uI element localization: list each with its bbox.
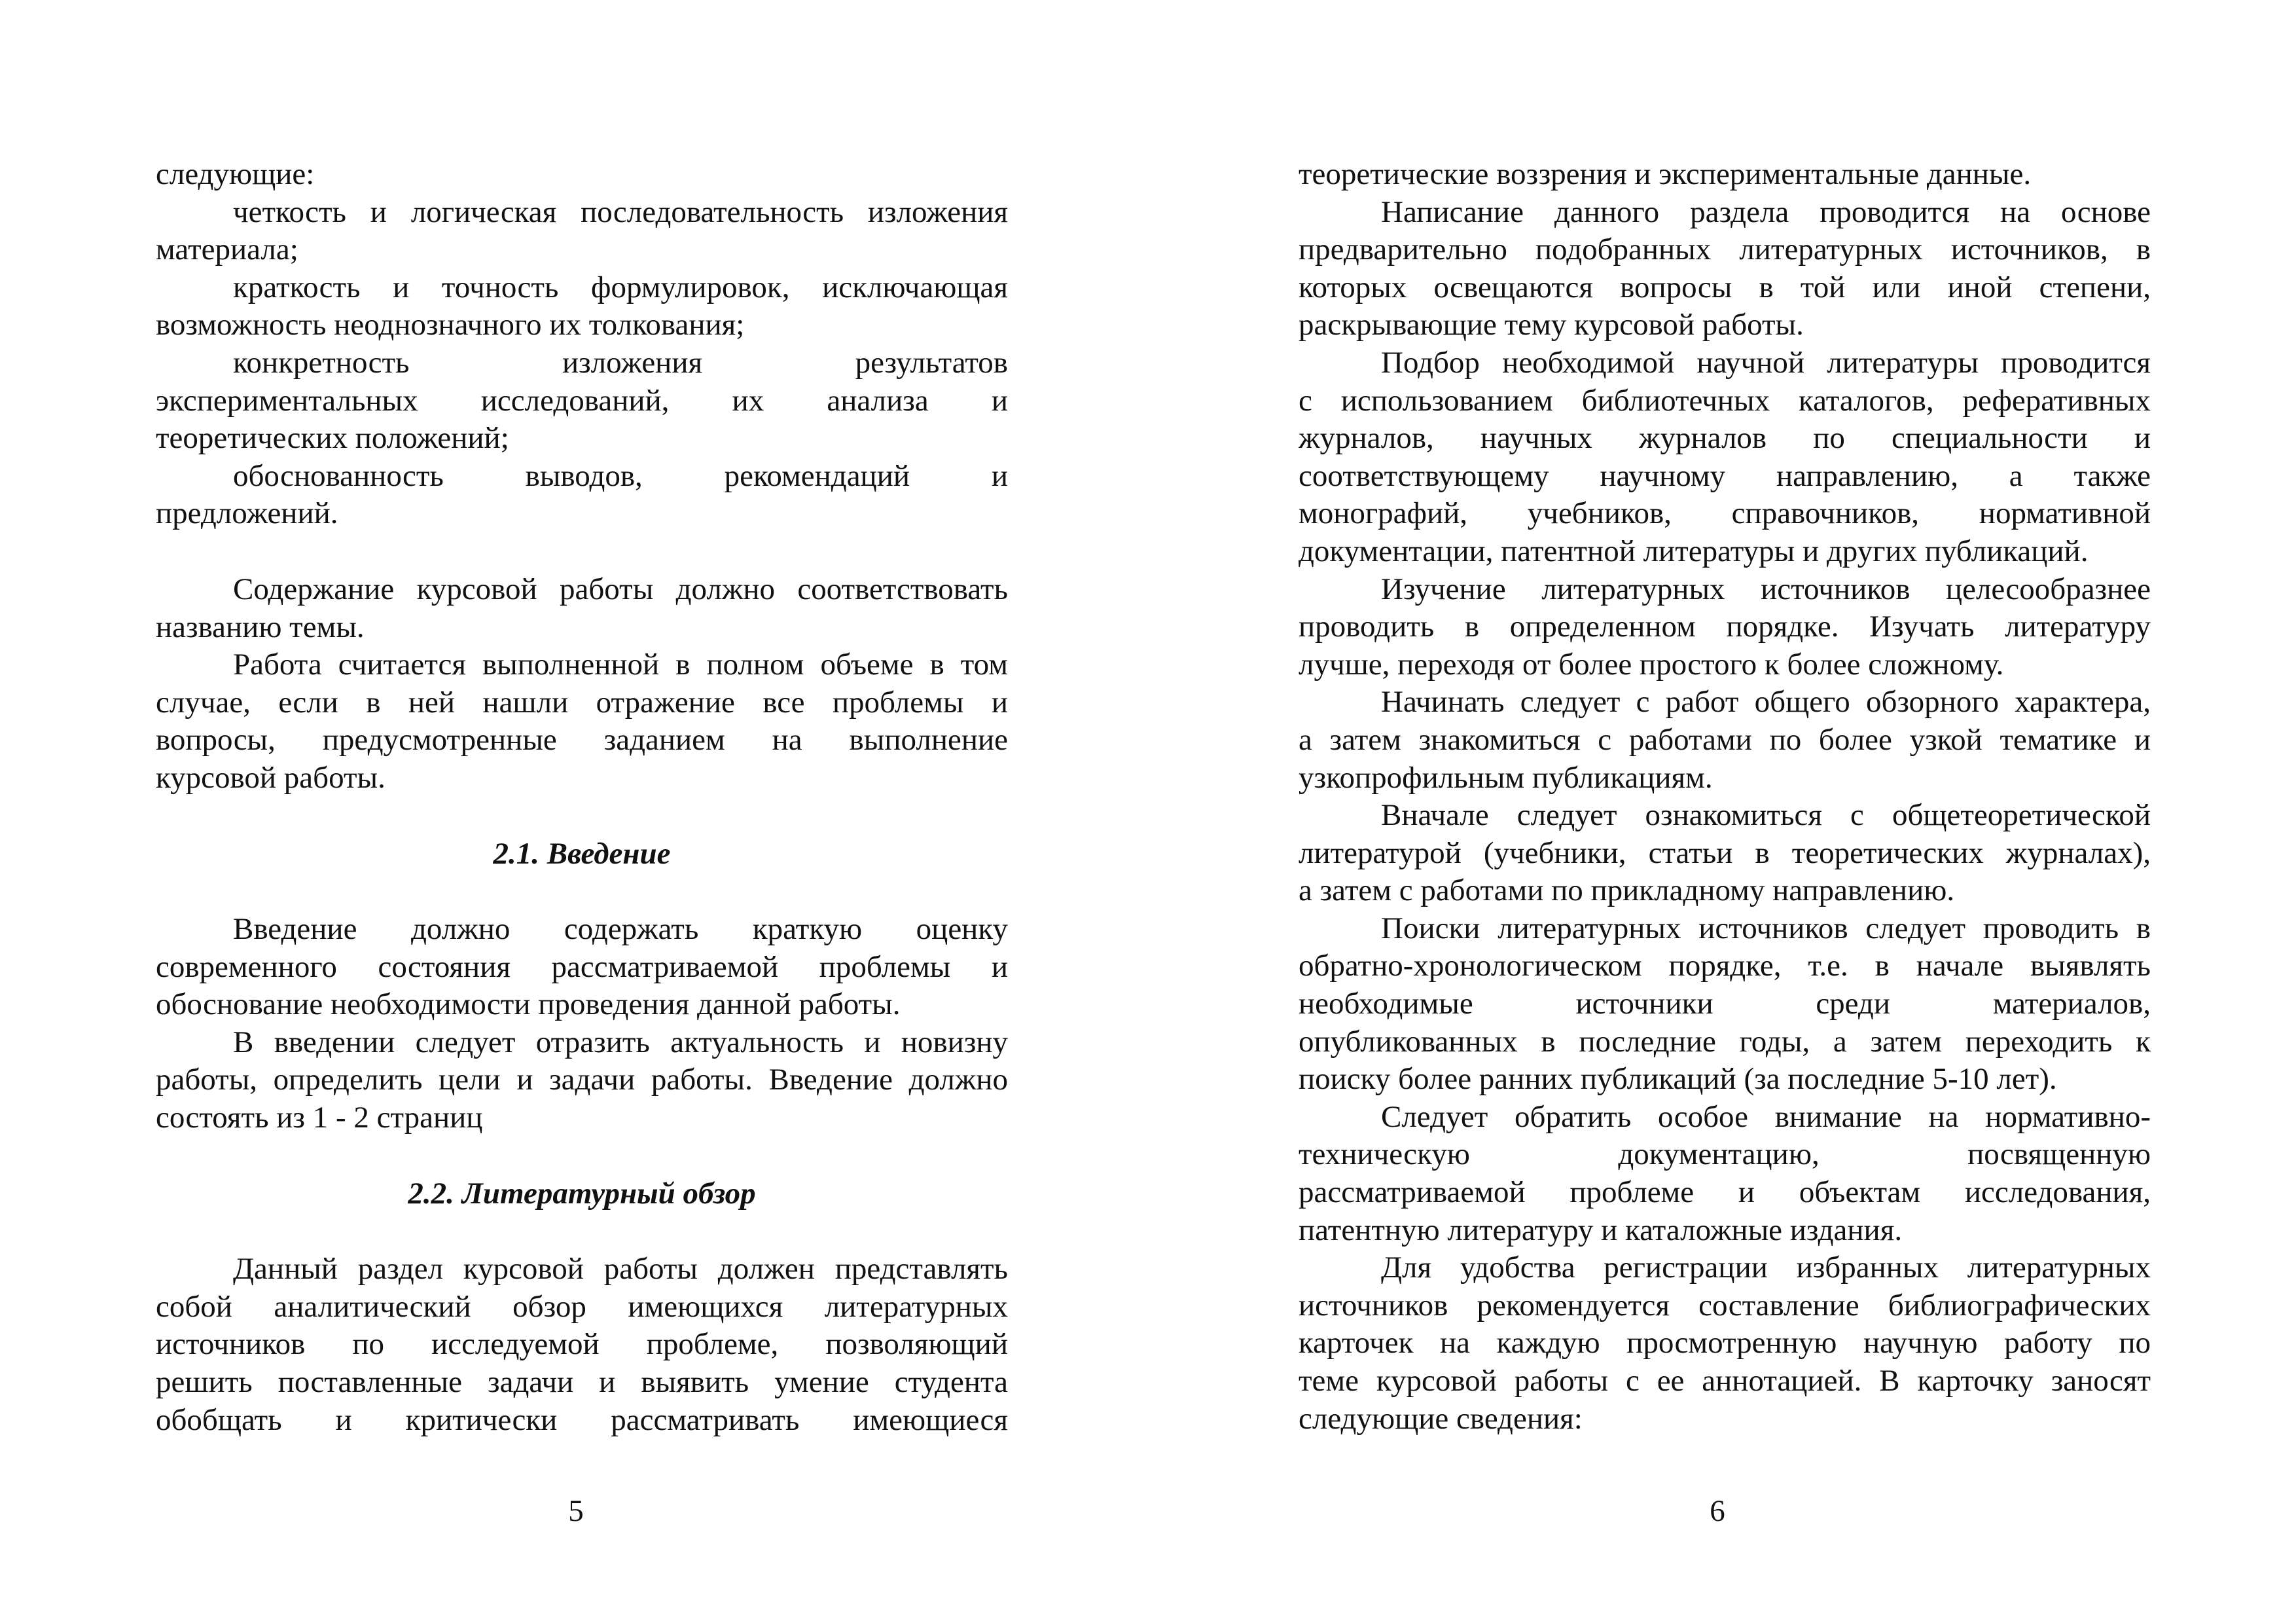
right-page [1148,0,2296,1623]
page-number: 5 [568,1494,584,1528]
paragraph-line: Данный раздел курсовой работы должен представлять [233,1252,1008,1286]
paragraph-gap [156,873,1008,911]
paragraph-line: Подбор необходимой научной литературы проводится [1381,345,2151,380]
text-line: работы, определить цели и задачи работы. Введение должно [156,1063,1008,1097]
text-line: проводить в определенном порядке. Изучать литературу [1299,610,2151,644]
section-heading-intro: 2.1. Введение [493,836,671,871]
text-line: техническую документацию, посвященную [1299,1137,2151,1172]
text-line: курсовой работы. [156,760,386,795]
text-line: состоять из 1 - 2 страниц [156,1101,483,1135]
text-line: теоретические воззрения и экспериментальные данные. [1299,157,2032,191]
text-line: обобщать и критически рассматривать имеющиеся [156,1402,1008,1437]
paragraph-line: Для удобства регистрации избранных литературных [1381,1250,2151,1285]
paragraph-line: Введение должно содержать краткую оценку [233,912,1008,947]
text-line: журналов, научных журналов по специальности и [1299,421,2151,456]
paragraph-line: В введении следует отразить актуальность и новизну [233,1025,1008,1059]
text-line: поиску более ранних публикаций (за последние 5-10 лет). [1299,1062,2057,1097]
left-page-text [156,156,1008,1439]
text-line: узкопрофильным публикациям. [1299,760,1713,795]
text-line: экспериментальных исследований, их анализа и [156,383,1008,418]
text-line: а затем с работами по прикладному направлению. [1299,873,1955,908]
text-line: теоретических положений; [156,421,509,456]
text-line: карточек на каждую просмотренную научную работу по [1299,1326,2151,1360]
text-line: возможность неоднозначного их толкования; [156,308,745,342]
paragraph-line: Вначале следует ознакомиться с общетеоретической [1381,798,2151,833]
text-line: обратно-хронологическом порядке, т.е. в начале выявлять [1299,949,2151,983]
text-line: патентную литературу и каталожные издания. [1299,1213,1903,1247]
paragraph-line: Изучение литературных источников целесообразнее [1381,572,2151,606]
section-heading-review: 2.2. Литературный обзор [408,1176,756,1211]
paragraph-line: Начинать следует с работ общего обзорного характера, [1381,685,2151,720]
list-item-line: конкретность изложения результатов [233,345,1008,380]
text-line: следующие: [156,157,315,191]
text-line: материала; [156,232,298,267]
text-line: рассматриваемой проблеме и объектам исследования, [1299,1175,2151,1210]
text-line: необходимые источники среди материалов, [1299,987,2151,1021]
paragraph-line: Следует обратить особое внимание на нормативно- [1381,1099,2151,1134]
text-line: лучше, переходя от более простого к более сложному. [1299,647,2004,682]
list-item-line: четкость и логическая последовательность изложения [233,194,1008,229]
paragraph-gap [156,797,1008,835]
text-line: теме курсовой работы с ее аннотацией. В карточку заносят [1299,1364,2151,1398]
paragraph-gap [156,1137,1008,1175]
text-line: названию темы. [156,610,365,644]
list-item-line: краткость и точность формулировок, исключающая [233,270,1008,304]
text-line: которых освещаются вопросы в той или иной степени, [1299,270,2151,304]
text-line: с использованием библиотечных каталогов, реферативных [1299,383,2151,418]
text-line: соответствующему научному направлению, а также [1299,458,2151,493]
text-line: случае, если в ней нашли отражение все проблемы и [156,685,1008,720]
text-line: предложений. [156,496,338,531]
right-page-text [1299,156,2151,1438]
list-item-line: обоснованность выводов, рекомендаций и [233,458,1008,493]
paragraph-line: Содержание курсовой работы должно соответствовать [233,572,1008,606]
paragraph-line: Поиски литературных источников следует проводить в [1381,911,2151,945]
paragraph-line: Написание данного раздела проводится на основе [1381,194,2151,229]
paragraph-gap [156,1213,1008,1250]
text-line: современного состояния рассматриваемой проблемы и [156,949,1008,984]
text-line: документации, патентной литературы и других публикаций. [1299,534,2089,568]
text-line: источников рекомендуется составление библиографических [1299,1288,2151,1322]
text-line: решить поставленные задачи и выявить умение студента [156,1365,1008,1400]
text-line: литературой (учебники, статьи в теоретических журналах), [1299,835,2151,870]
text-line: следующие сведения: [1299,1401,1583,1436]
page-number: 6 [1710,1494,1725,1528]
text-line: источников по исследуемой проблеме, позволяющий [156,1327,1008,1362]
paragraph-gap [156,533,1008,571]
text-line: раскрывающие тему курсовой работы. [1299,308,1804,342]
text-line: обоснование необходимости проведения данной работы. [156,987,901,1022]
text-line: предварительно подобранных литературных источников, в [1299,232,2151,267]
text-line: монографий, учебников, справочников, нормативной [1299,496,2151,531]
paragraph-line: Работа считается выполненной в полном объеме в том [233,647,1008,682]
text-line: собой аналитический обзор имеющихся литературных [156,1289,1008,1324]
text-line: опубликованных в последние годы, а затем переходить к [1299,1024,2151,1059]
text-line: а затем знакомиться с работами по более узкой тематике и [1299,722,2151,757]
text-line: вопросы, предусмотренные заданием на выполнение [156,723,1008,757]
